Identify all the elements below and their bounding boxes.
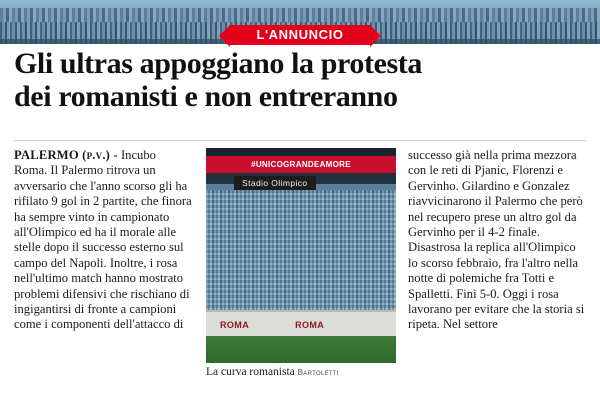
- photo-caption-text: La curva romanista: [206, 366, 295, 378]
- column-left-body: Incubo Roma. Il Palermo ritrova un avversario che l'anno scorso gli ha rifilato 9 gol in 2 partite, che finora ha sempre vinto in campionato all'Olimpico ed ha il morale alle stelle dopo il successo esterno sul campo del Napoli. Inoltre, i rosa nell'ultimo match hanno mostrato problemi difensivi che rischiano di ingigantirsi di fronte a campioni come i componenti dell'attacco di: [14, 148, 192, 332]
- column-left-paragraph: [14, 148, 192, 333]
- section-banner-label: L'ANNUNCIO: [230, 25, 369, 45]
- headline-line-1: Gli ultras appoggiano la protesta: [14, 47, 422, 80]
- pitch-side-advert: [206, 310, 396, 338]
- column-right-body: successo già nella prima mezzora con le reti di Pjanic, Florenzi e Gervinho. Gilardino e Gonzalez riavvicinarono il Palermo che però nel recupero prese un altro gol da Gervinho per il 4-2 finale. Disastrosa la replica all'Olimpico lo scorso febbraio, fra l'altro nella notte di polemiche fra Totti e Spalletti. Finì 5-0. Oggi i rosa lavorano per evitare che la storia si ripeta. Nel settore: [408, 148, 585, 332]
- article-column-left: [14, 148, 192, 398]
- dateline: PALERMO (p.v.) -: [14, 148, 118, 162]
- divider: [14, 140, 586, 141]
- photo-credit: Bartoletti: [297, 368, 339, 377]
- advert-left-text: ROMA: [220, 320, 250, 330]
- headline-line-2: dei romanisti e non entreranno: [14, 80, 398, 113]
- photo-caption: [206, 366, 396, 378]
- article-column-right: [408, 148, 586, 398]
- crowd-stand: [206, 190, 396, 310]
- center-photo: [206, 148, 396, 363]
- section-banner: [0, 24, 600, 46]
- curva-banner-text: #UNICOGRANDEAMORE: [251, 160, 351, 169]
- page-title: [14, 47, 586, 113]
- pitch-grass: [206, 336, 396, 363]
- advert-right-text: ROMA: [295, 320, 325, 330]
- stadium-sign: Stadio Olimpico: [234, 176, 316, 190]
- curva-banner: [206, 156, 396, 173]
